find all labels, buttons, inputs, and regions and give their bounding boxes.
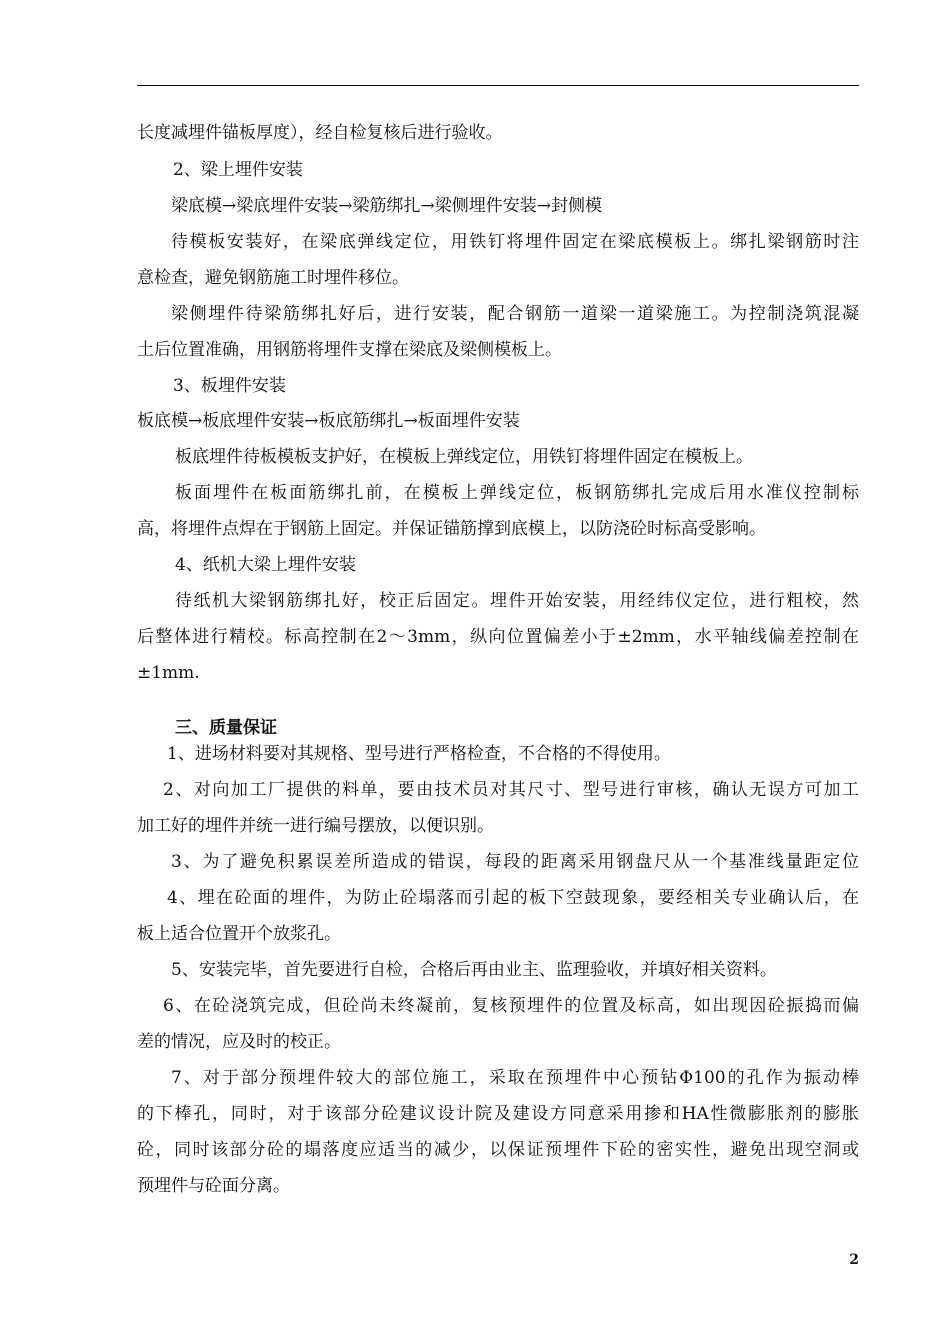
- paragraph-line: 土后位置准确，用钢筋将埋件支撑在梁底及梁侧模板上。: [137, 340, 562, 360]
- list-item: 3、为了避免积累误差所造成的错误，每段的距离采用钢盘尺从一个基准线量距定位: [171, 852, 859, 872]
- paragraph-line: 梁侧埋件待梁筋绑扎好后，进行安装，配合钢筋一道梁一道梁施工。为控制浇筑混凝: [171, 304, 859, 324]
- list-item: 1、进场材料要对其规格、型号进行严格检查，不合格的不得使用。: [167, 744, 671, 764]
- list-item: 2、对向加工厂提供的料单，要由技术员对其尺寸、型号进行审核，确认无误方可加工: [163, 780, 859, 800]
- section-heading: 4、纸机大梁上埋件安装: [175, 555, 356, 575]
- paragraph-line: 板面埋件在板面筋绑扎前，在模板上弹线定位，板钢筋绑扎完成后用水准仪控制标: [175, 483, 859, 503]
- list-item: 4、埋在砼面的埋件，为防止砼塌落而引起的板下空鼓现象，要经相关专业确认后，在: [167, 888, 859, 908]
- paragraph-line: 高，将埋件点焊在于钢筋上固定。并保证锚筋撑到底模上，以防浇砼时标高受影响。: [137, 519, 766, 539]
- process-flow: 梁底模→梁底埋件安装→梁筋绑扎→梁侧埋件安装→封侧模: [171, 196, 602, 216]
- page-number: 2: [849, 1252, 859, 1268]
- header-rule: [137, 85, 859, 86]
- paragraph-line: 意检查，避免钢筋施工时埋件移位。: [137, 268, 409, 288]
- paragraph-line: 板底埋件待板模板支护好，在模板上弹线定位，用铁钉将埋件固定在模板上。: [175, 447, 753, 467]
- section-heading: 2、梁上埋件安装: [173, 160, 303, 180]
- paragraph-line: 砼，同时该部分砼的塌落度应适当的减少，以保证预埋件下砼的密实性，避免出现空洞或: [137, 1140, 859, 1160]
- paragraph-line: 长度减埋件锚板厚度），经自检复核后进行验收。: [137, 123, 503, 143]
- list-item: 7、对于部分预埋件较大的部位施工，采取在预埋件中心预钻Φ100的孔作为振动棒: [171, 1068, 859, 1088]
- paragraph-line: 预埋件与砼面分离。: [137, 1176, 290, 1196]
- paragraph-line: 后整体进行精校。标高控制在2～3mm，纵向位置偏差小于±2mm，水平轴线偏差控制在: [137, 627, 859, 647]
- paragraph-line: 加工好的埋件并统一进行编号摆放，以便识别。: [137, 816, 494, 836]
- list-item: 5、安装完毕，首先要进行自检，合格后再由业主、监理验收，并填好相关资料。: [171, 960, 777, 980]
- paragraph-line: 差的情况，应及时的校正。: [137, 1032, 341, 1052]
- paragraph-line: 的下棒孔，同时，对于该部分砼建议设计院及建设方同意采用掺和HA性微膨胀剂的膨胀: [137, 1104, 859, 1124]
- chapter-heading: 三、质量保证: [175, 718, 277, 738]
- paragraph-line: 待纸机大梁钢筋绑扎好，校正后固定。埋件开始安装，用经纬仪定位，进行粗校，然: [175, 591, 859, 611]
- paragraph-line: 板上适合位置开个放浆孔。: [137, 924, 341, 944]
- section-heading: 3、板埋件安装: [173, 376, 286, 396]
- paragraph-line: 待模板安装好，在梁底弹线定位，用铁钉将埋件固定在梁底模板上。绑扎梁钢筋时注: [171, 232, 859, 252]
- list-item: 6、在砼浇筑完成，但砼尚未终凝前，复核预埋件的位置及标高，如出现因砼振捣而偏: [163, 996, 859, 1016]
- process-flow: 板底模→板底埋件安装→板底筋绑扎→板面埋件安装: [137, 411, 520, 431]
- paragraph-line: ±1mm.: [137, 663, 200, 683]
